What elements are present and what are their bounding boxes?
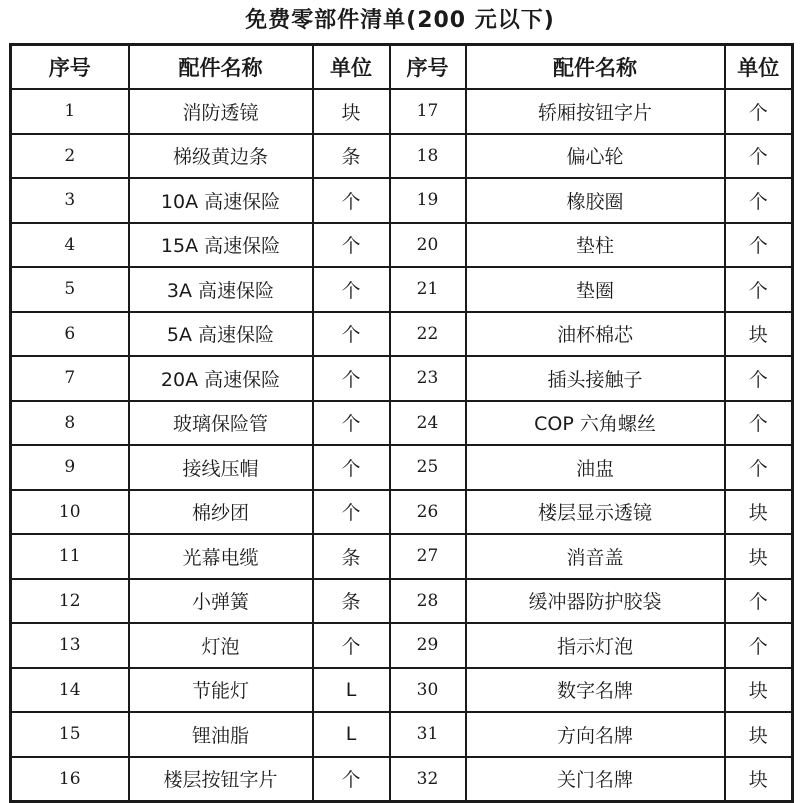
right-unit-cell: 个 xyxy=(725,89,793,134)
left-name-cell: 5A 高速保险 xyxy=(129,312,313,357)
table-row xyxy=(11,445,793,490)
left-seq-cell: 9 xyxy=(11,445,129,490)
right-unit-cell: 个 xyxy=(725,134,793,179)
right-seq-cell: 19 xyxy=(390,178,466,223)
right-name-cell: 轿厢按钮字片 xyxy=(466,89,725,134)
left-unit-cell: 个 xyxy=(313,267,390,312)
table-body xyxy=(11,89,793,801)
table-row xyxy=(11,757,793,802)
header-name-left: 配件名称 xyxy=(129,45,313,90)
left-seq-cell: 8 xyxy=(11,401,129,446)
left-name-cell: 光幕电缆 xyxy=(129,534,313,579)
left-unit-cell: L xyxy=(313,712,390,757)
left-unit-cell: 个 xyxy=(313,312,390,357)
right-name-cell: 消音盖 xyxy=(466,534,725,579)
left-name-cell: 10A 高速保险 xyxy=(129,178,313,223)
right-unit-cell: 个 xyxy=(725,445,793,490)
right-name-cell: 数字名牌 xyxy=(466,668,725,713)
right-unit-cell: 个 xyxy=(725,178,793,223)
left-seq-cell: 1 xyxy=(11,89,129,134)
table-row xyxy=(11,490,793,535)
left-unit-cell: 块 xyxy=(313,89,390,134)
right-name-cell: 垫圈 xyxy=(466,267,725,312)
left-seq-cell: 11 xyxy=(11,534,129,579)
left-unit-cell: 条 xyxy=(313,579,390,624)
left-name-cell: 梯级黄边条 xyxy=(129,134,313,179)
left-seq-cell: 6 xyxy=(11,312,129,357)
left-seq-cell: 2 xyxy=(11,134,129,179)
header-row xyxy=(11,45,793,90)
left-name-cell: 节能灯 xyxy=(129,668,313,713)
right-seq-cell: 21 xyxy=(390,267,466,312)
left-unit-cell: 个 xyxy=(313,401,390,446)
right-unit-cell: 块 xyxy=(725,712,793,757)
right-seq-cell: 32 xyxy=(390,757,466,802)
right-seq-cell: 23 xyxy=(390,356,466,401)
right-unit-cell: 块 xyxy=(725,490,793,535)
right-name-cell: 橡胶圈 xyxy=(466,178,725,223)
right-name-cell: 垫柱 xyxy=(466,223,725,268)
left-seq-cell: 14 xyxy=(11,668,129,713)
left-seq-cell: 5 xyxy=(11,267,129,312)
right-seq-cell: 20 xyxy=(390,223,466,268)
left-unit-cell: 个 xyxy=(313,445,390,490)
page-title: 免费零部件清单(200 元以下) xyxy=(245,8,555,33)
table-row xyxy=(11,401,793,446)
left-name-cell: 棉纱团 xyxy=(129,490,313,535)
table-row xyxy=(11,579,793,624)
right-seq-cell: 17 xyxy=(390,89,466,134)
left-unit-cell: 个 xyxy=(313,757,390,802)
table-row xyxy=(11,267,793,312)
right-name-cell: 方向名牌 xyxy=(466,712,725,757)
table-row xyxy=(11,623,793,668)
header-unit-right: 单位 xyxy=(725,45,793,90)
left-name-cell: 消防透镜 xyxy=(129,89,313,134)
right-name-cell: 偏心轮 xyxy=(466,134,725,179)
right-name-cell: 插头接触子 xyxy=(466,356,725,401)
left-name-cell: 玻璃保险管 xyxy=(129,401,313,446)
left-name-cell: 锂油脂 xyxy=(129,712,313,757)
left-unit-cell: 个 xyxy=(313,490,390,535)
right-seq-cell: 18 xyxy=(390,134,466,179)
left-unit-cell: 个 xyxy=(313,623,390,668)
right-seq-cell: 26 xyxy=(390,490,466,535)
left-name-cell: 15A 高速保险 xyxy=(129,223,313,268)
table-row xyxy=(11,134,793,179)
right-unit-cell: 个 xyxy=(725,623,793,668)
left-seq-cell: 12 xyxy=(11,579,129,624)
left-name-cell: 小弹簧 xyxy=(129,579,313,624)
table-row xyxy=(11,534,793,579)
left-seq-cell: 15 xyxy=(11,712,129,757)
right-seq-cell: 30 xyxy=(390,668,466,713)
header-unit-left: 单位 xyxy=(313,45,390,90)
left-name-cell: 楼层按钮字片 xyxy=(129,757,313,802)
left-name-cell: 20A 高速保险 xyxy=(129,356,313,401)
right-name-cell: 楼层显示透镜 xyxy=(466,490,725,535)
right-unit-cell: 个 xyxy=(725,267,793,312)
right-seq-cell: 31 xyxy=(390,712,466,757)
right-unit-cell: 个 xyxy=(725,579,793,624)
table-row xyxy=(11,89,793,134)
left-seq-cell: 10 xyxy=(11,490,129,535)
header-seq-right: 序号 xyxy=(390,45,466,90)
right-unit-cell: 块 xyxy=(725,757,793,802)
right-name-cell: 油盅 xyxy=(466,445,725,490)
right-seq-cell: 29 xyxy=(390,623,466,668)
left-seq-cell: 4 xyxy=(11,223,129,268)
right-seq-cell: 25 xyxy=(390,445,466,490)
right-seq-cell: 24 xyxy=(390,401,466,446)
left-unit-cell: 条 xyxy=(313,534,390,579)
right-seq-cell: 27 xyxy=(390,534,466,579)
right-name-cell: 指示灯泡 xyxy=(466,623,725,668)
header-seq-left: 序号 xyxy=(11,45,129,90)
right-unit-cell: 个 xyxy=(725,401,793,446)
right-seq-cell: 28 xyxy=(390,579,466,624)
left-name-cell: 3A 高速保险 xyxy=(129,267,313,312)
left-name-cell: 接线压帽 xyxy=(129,445,313,490)
right-name-cell: 油杯棉芯 xyxy=(466,312,725,357)
table-row xyxy=(11,312,793,357)
left-seq-cell: 16 xyxy=(11,757,129,802)
left-unit-cell: 个 xyxy=(313,356,390,401)
table-row xyxy=(11,712,793,757)
right-unit-cell: 块 xyxy=(725,534,793,579)
left-seq-cell: 7 xyxy=(11,356,129,401)
parts-table xyxy=(9,43,794,803)
right-seq-cell: 22 xyxy=(390,312,466,357)
left-seq-cell: 13 xyxy=(11,623,129,668)
header-name-right: 配件名称 xyxy=(466,45,725,90)
table-row xyxy=(11,356,793,401)
right-unit-cell: 块 xyxy=(725,668,793,713)
table-row xyxy=(11,223,793,268)
right-name-cell: COP 六角螺丝 xyxy=(466,401,725,446)
table-row xyxy=(11,668,793,713)
right-unit-cell: 个 xyxy=(725,356,793,401)
right-unit-cell: 个 xyxy=(725,223,793,268)
table-row xyxy=(11,178,793,223)
left-name-cell: 灯泡 xyxy=(129,623,313,668)
left-unit-cell: 个 xyxy=(313,178,390,223)
right-name-cell: 缓冲器防护胶袋 xyxy=(466,579,725,624)
right-name-cell: 关门名牌 xyxy=(466,757,725,802)
left-unit-cell: 个 xyxy=(313,223,390,268)
right-unit-cell: 块 xyxy=(725,312,793,357)
left-seq-cell: 3 xyxy=(11,178,129,223)
left-unit-cell: L xyxy=(313,668,390,713)
left-unit-cell: 条 xyxy=(313,134,390,179)
